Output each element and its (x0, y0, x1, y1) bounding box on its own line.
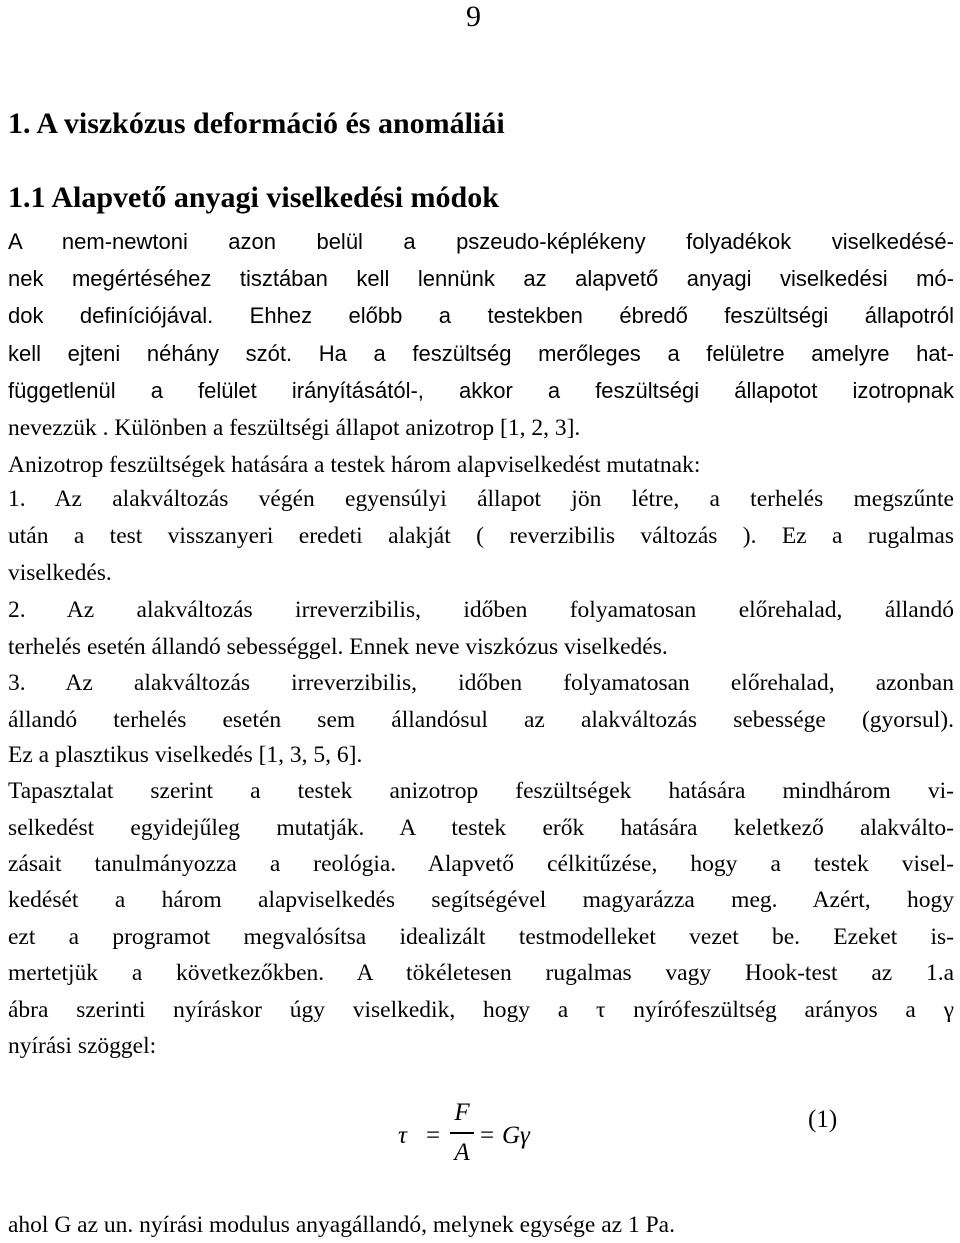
section-title: 1.1 Alapvető anyagi viselkedési módok (8, 181, 499, 214)
equation-denominator: A (454, 1138, 470, 1166)
body-line-23: nyírási szöggel: (8, 1033, 157, 1059)
body-line-17: selkedést egyidejűleg mutatják. A testek erők hatására keletkező alakválto- (8, 815, 954, 841)
equation-equals: = (426, 1122, 441, 1149)
body-line-7: Anizotrop feszültségek hatására a testek három alapviselkedést mutatnak: (8, 452, 701, 478)
body-line-4: kell ejteni néhány szót. Ha a feszültség merőleges a felületre amelyre hat- (8, 341, 954, 366)
body-line-10: viselkedés. (8, 560, 112, 586)
equation-lhs: τ (398, 1122, 407, 1149)
body-line-16: Tapasztalat szerint a testek anizotrop feszültségek hatására mindhárom vi- (8, 778, 954, 804)
body-line-20: ezt a programot megvalósítsa idealizált testmodelleket vezet be. Ezeket is- (8, 924, 954, 950)
fraction-bar (450, 1132, 474, 1134)
body-line-22: ábra szerinti nyíráskor úgy viselkedik, hogy a τ nyírófeszültség arányos a γ (8, 997, 954, 1023)
body-line-24: ahol G az un. nyírási modulus anyagállandó, melynek egysége az 1 Pa. (8, 1212, 675, 1238)
body-line-1: A nem-newtoni azon belül a pszeudo-képlékeny folyadékok viselkedésé- (8, 229, 954, 254)
body-line-13: 3. Az alakváltozás irreverzibilis, időben folyamatosan előrehalad, azonban (8, 670, 954, 696)
body-line-9: után a test visszanyeri eredeti alakját ( reverzibilis változás ). Ez a rugalmas (8, 523, 954, 549)
body-line-21: mertetjük a következőkben. A tökéletesen rugalmas vagy Hook-test az 1.a (8, 960, 954, 986)
equation-rhs: Gγ (502, 1122, 530, 1149)
body-line-12: terhelés esetén állandó sebességgel. Ennek neve viszkózus viselkedés. (8, 634, 668, 660)
equation-equals-2: = (480, 1122, 495, 1149)
body-line-14: állandó terhelés esetén sem állandósul az alakváltozás sebessége (gyorsul). (8, 707, 954, 733)
body-line-18: zásait tanulmányozza a reológia. Alapvető célkitűzése, hogy a testek visel- (8, 851, 954, 877)
body-line-3: dok definíciójával. Ehhez előbb a testekben ébredő feszültségi állapotról (8, 303, 954, 328)
body-line-19: kedését a három alapviselkedés segítségével magyarázza meg. Azért, hogy (8, 887, 954, 913)
body-line-11: 2. Az alakváltozás irreverzibilis, időben folyamatosan előrehalad, állandó (8, 597, 954, 623)
equation-number: (1) (808, 1106, 838, 1133)
body-line-15: Ez a plasztikus viselkedés [1, 3, 5, 6]. (8, 742, 363, 768)
chapter-title: 1. A viszkózus deformáció és anomáliái (8, 107, 505, 140)
body-line-5: függetlenül a felület irányításától-, akkor a feszültségi állapotot izotropnak (8, 378, 954, 403)
body-line-8: 1. Az alakváltozás végén egyensúlyi állapot jön létre, a terhelés megszűnte (8, 486, 954, 512)
equation-numerator: F (454, 1099, 470, 1126)
page-number: 9 (466, 0, 481, 33)
body-line-6: nevezzük . Különben a feszültségi állapot anizotrop [1, 2, 3]. (8, 415, 581, 441)
equation-fraction (450, 1098, 474, 1168)
body-line-2: nek megértéséhez tisztában kell lennünk az alapvető anyagi viselkedési mó- (8, 266, 954, 291)
